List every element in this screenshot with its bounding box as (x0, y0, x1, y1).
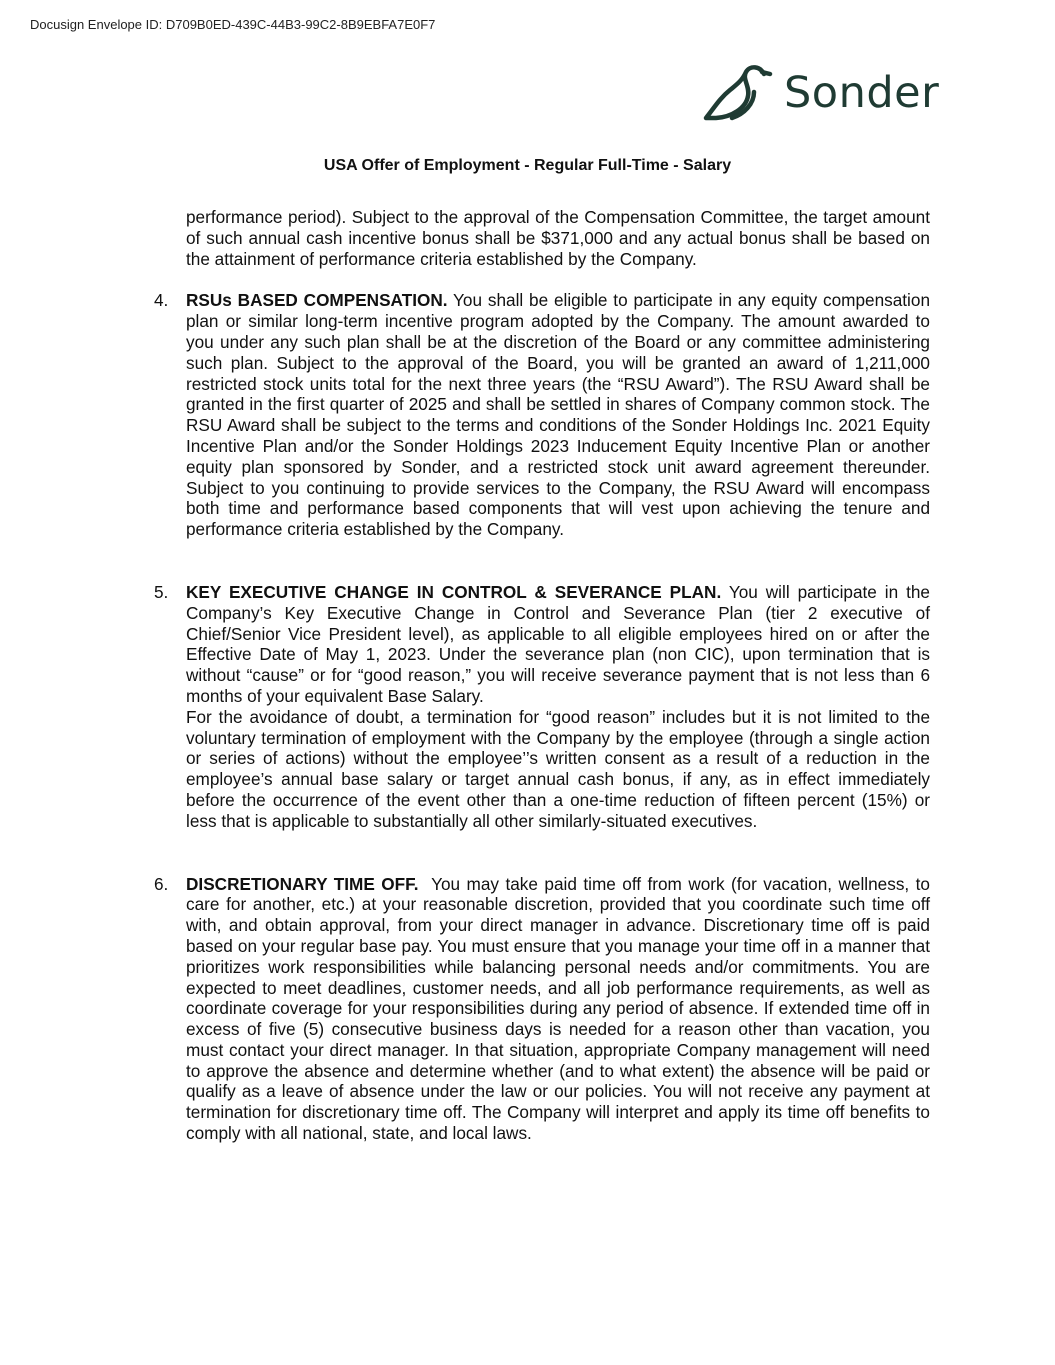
section-paragraph (186, 582, 930, 707)
section-number: 4. (154, 290, 169, 311)
section-heading: DISCRETIONARY TIME OFF. (186, 873, 419, 894)
logo-wordmark: Sonder (784, 67, 940, 118)
continuation-paragraph: performance period). Subject to the approval of the Compensation Committee, the target amount of such annual cash incentive bonus shall be $371,000 and any actual bonus shall be based on the attainment of performance criteria established by the Company. (186, 207, 930, 269)
section-text: You may take paid time off from work (for vacation, wellness, to care for another, etc.) at your reasonable discretion, provided that you coordinate such time off with, and obtain approval, from your direct manager in advance. Discretionary time off is paid based on your regular base pay. You must ensure that you manage your time off in a manner that prioritizes work responsibilities while balancing personal needs and/or commitments. You are expected to meet deadlines, customer needs, and all job performance requirements, as well as coordinate coverage for your responsibilities during any period of absence. If extended time off in excess of five (5) consecutive business days is needed for a reason other than vacation, you must contact your direct manager. In that situation, appropriate Company management will need to approve the absence and determine whether (and to what extent) the absence will be paid or qualify as a leave of absence under the law or our policies. You will not receive any payment at termination for discretionary time off. The Company will interpret and apply its time off benefits to comply with all national, state, and local laws. (186, 873, 930, 1144)
section-rsu-compensation (154, 290, 930, 540)
section-time-off (154, 873, 930, 1144)
section-number: 5. (154, 581, 169, 602)
section-text: You shall be eligible to participate in any equity compensation plan or similar long-term incentive program adopted by the Company. The amount awarded to you under any such plan shall be at the discretion of the Board or any committee administering such plan. Subject to the approval of the Board, you will be granted an award of 1,211,000 restricted stock units total for the next three years (the “RSU Award”). The RSU Award shall be granted in the first quarter of 2025 and shall be settled in shares of Company common stock. The RSU Award shall be subject to the terms and conditions of the Sonder Holdings Inc. 2021 Equity Incentive Plan and/or the Sonder Holdings 2023 Inducement Equity Incentive Plan or another equity plan sponsored by Sonder, and a restricted stock unit award agreement thereunder. Subject to you continuing to provide services to the Company, the RSU Award will encompass both time and performance based components that will vest upon achieving the tenure and performance criteria established by the Company. (186, 290, 930, 540)
company-logo (702, 62, 939, 124)
document-title: USA Offer of Employment - Regular Full-Time - Salary (323, 157, 732, 174)
section-paragraph-2: For the avoidance of doubt, a termination for “good reason” includes but it is not limited to the voluntary termination of employment with the Company by the employee (through a single action or series of actions) without the employee’’s written consent as a result of a reduction in the employee’s annual base salary or target annual cash bonus, if any, as in effect immediately before the occurrence of the event other than a one-time reduction of fifteen percent (15%) or less that is applicable to substantially all other similarly-situated executives. (186, 706, 930, 831)
section-heading: KEY EXECUTIVE CHANGE IN CONTROL & SEVERANCE PLAN. (186, 581, 722, 602)
envelope-id: Docusign Envelope ID: D709B0ED-439C-44B3-99C2-8B9EBFA7E0F7 (30, 17, 436, 32)
sonder-bird-icon (702, 62, 774, 124)
section-heading: RSUs BASED COMPENSATION. (186, 290, 448, 311)
section-paragraph (186, 874, 930, 1144)
section-paragraph (186, 290, 930, 540)
section-number: 6. (154, 873, 169, 894)
section-text: You will participate in the Company’s Key Executive Change in Control and Severance Plan (tier 2 executive of Chief/Senior Vice President level), as applicable to all eligible employees hired on or after the Effective Date of May 1, 2023. Under the severance plan (non CIC), upon termination that is without “cause” or for “good reason,” you will receive severance payment that is not less than 6 months of your equivalent Base Salary. (186, 581, 930, 706)
section-severance-plan (154, 581, 930, 832)
document-body (154, 207, 930, 1144)
